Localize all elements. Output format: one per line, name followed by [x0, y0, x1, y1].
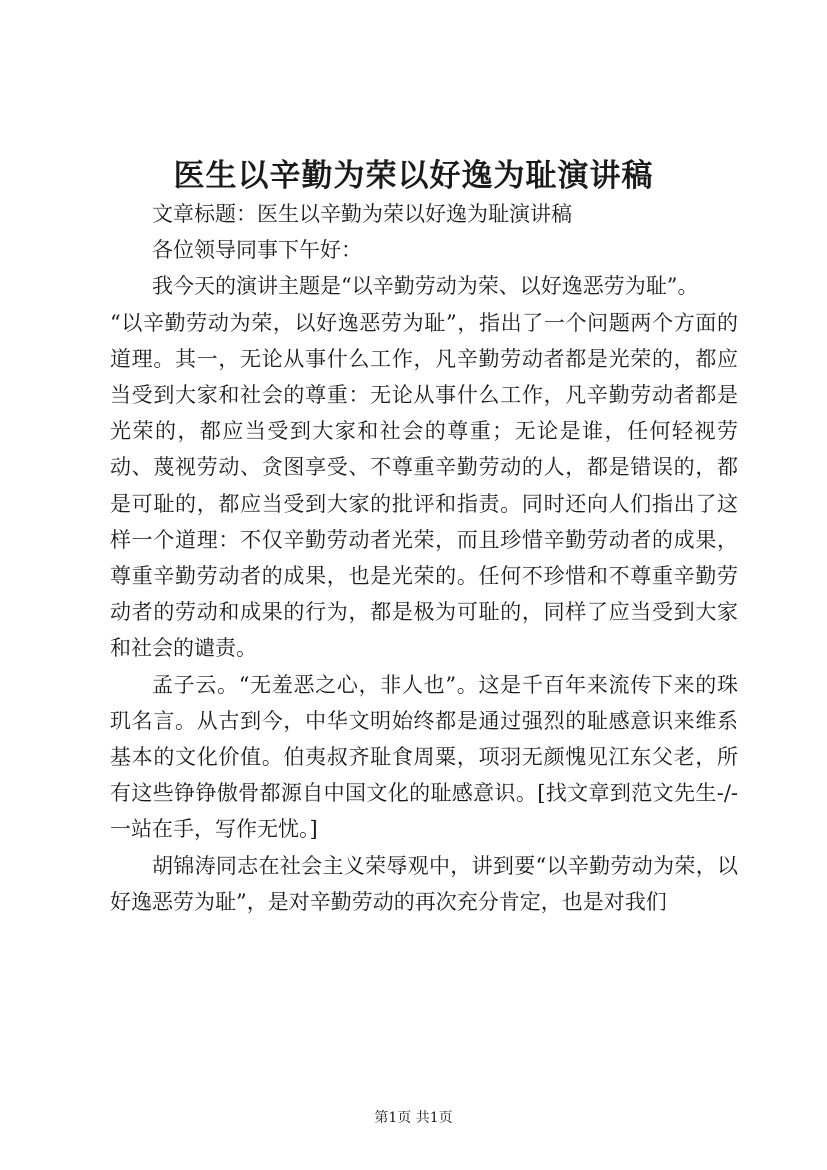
- body-paragraph: “以辛勤劳动为荣，以好逸恶劳为耻”，指出了一个问题两个方面的道理。其一，无论从事什么工作，凡辛勤劳动者都是光荣的，都应当受到大家和社会的尊重：无论从事什么工作，凡辛勤劳动者都是光荣的，都应当受到大家和社会的尊重；无论是谁，任何轻视劳动、蔑视劳动、贪图享受、不尊重辛勤劳动的人，都是错误的，都是可耻的，都应当受到大家的批评和指责。同时还向人们指出了这样一个道理：不仅辛勤劳动者光荣，而且珍惜辛勤劳动者的成果，尊重辛勤劳动者的成果，也是光荣的。任何不珍惜和不尊重辛勤劳动者的劳动和成果的行为，都是极为可耻的，同样了应当受到大家和社会的谴责。: [110, 310, 738, 661]
- document-title: 医生以辛勤为荣以好逸为耻演讲稿: [173, 158, 654, 194]
- greeting-line: 各位领导同事下午好：: [152, 238, 362, 263]
- document-body: [110, 196, 738, 920]
- article-title-line: 文章标题：医生以辛勤为荣以好逸为耻演讲稿: [152, 202, 572, 226]
- body-paragraph: 孟子云。“无羞恶之心，非人也”。这是千百年来流传下来的珠玑名言。从古到今，中华文明始终都是通过强烈的耻感意识来维系基本的文化价值。伯夷叔齐耻食周粟，项羽无颜愧见江东父老，所有这些铮铮傲骨都源自中国文化的耻感意识。[找文章到范文先生-/-一站在手，写作无忧。]: [110, 672, 738, 842]
- page-number-footer: 第1页 共1页: [374, 1110, 453, 1126]
- speech-topic-paragraph: 我今天的演讲主题是“以辛勤劳动为荣、以好逸恶劳为耻”。: [152, 274, 699, 299]
- body-paragraph: 胡锦涛同志在社会主义荣辱观中，讲到要“以辛勤劳动为荣，以好逸恶劳为耻”，是对辛勤劳动的再次充分肯定，也是对我们: [110, 853, 738, 914]
